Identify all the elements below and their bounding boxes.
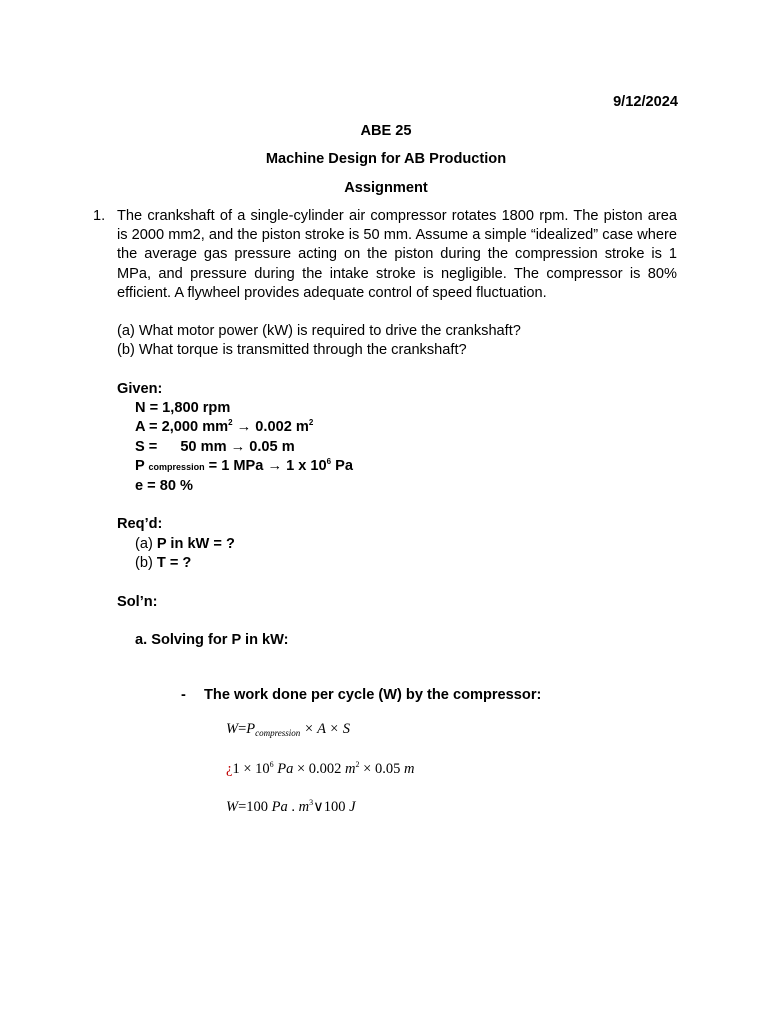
required-b-label: (b) [135, 555, 157, 571]
given-area-exp: 2 [228, 418, 233, 428]
eq3-b: Pa [271, 799, 288, 815]
problem-number: 1. [93, 208, 106, 224]
given-pressure-label: P [135, 458, 145, 474]
given-pressure [135, 458, 353, 474]
given-area [135, 419, 313, 435]
eq3-e: ∨ [313, 799, 324, 815]
given-efficiency: e = 80 % [135, 478, 194, 494]
required-a-text: P in kW = ? [156, 536, 235, 552]
given-pressure-exp: 6 [326, 457, 332, 467]
eq1-p: P [246, 721, 256, 737]
given-pressure-value: = 1 MPa → 1 x 10 [204, 458, 327, 474]
eq1-p-sub: compression [255, 728, 301, 738]
eq2-d-exp: 2 [355, 760, 360, 769]
eq3-c: . [287, 799, 299, 815]
eq2-f: m [403, 761, 415, 777]
eq2-a-exp: 6 [269, 760, 274, 769]
solution-heading: Sol’n: [117, 594, 158, 610]
given-area-prefix: A = 2,000 mm [135, 419, 229, 435]
equation-work-result [226, 799, 356, 816]
problem-statement: The crankshaft of a single-cylinder air compressor rotates 1800 rpm. The piston area is 2000 mm2, and the piston stroke is 50 mm. Assume a simple “idealized” case where the average gas pressure acting on the piston during the compression stroke is 1 MPa, and pressure during the intake stroke is negligible. The compressor is 80% efficient. A flywheel provides adequate control of speed fluctuation. [117, 208, 677, 301]
course-title: Machine Design for AB Production [265, 151, 507, 167]
given-area-exp2: 2 [308, 418, 314, 428]
bullet-dash: - [181, 687, 186, 703]
step-title: The work done per cycle (W) by the compressor: [204, 687, 542, 703]
equation-work-definition [226, 721, 350, 738]
course-code: ABE 25 [360, 123, 412, 139]
eq2-c: × 0.002 [293, 761, 346, 777]
given-area-mid: → 0.002 m [232, 419, 309, 435]
eq3-a: 100 [246, 799, 272, 815]
given-stroke [135, 439, 295, 455]
eq3-d-exp: 3 [309, 798, 314, 807]
eq2-d: m [345, 761, 356, 777]
given-pressure-unit: Pa [331, 458, 354, 474]
question-b: (b) What torque is transmitted through the crankshaft? [117, 342, 467, 358]
question-a: (a) What motor power (kW) is required to drive the crankshaft? [117, 323, 521, 339]
required-b-text: T = ? [156, 555, 192, 571]
solution-part-a: a. Solving for P in kW: [135, 632, 289, 648]
required-heading: Req’d: [117, 516, 163, 532]
eq2-b: Pa [273, 761, 294, 777]
given-stroke-label: S = [135, 439, 158, 455]
required-a-label: (a) [135, 536, 157, 552]
document-type: Assignment [344, 180, 428, 196]
eq1-lhs: W [226, 721, 239, 737]
given-n: N = 1,800 rpm [135, 400, 231, 416]
eq3-lhs: W [226, 799, 239, 815]
eq2-e: × 0.05 [359, 761, 404, 777]
equation-work-substitution [226, 761, 414, 778]
eq2-glyph: ¿ [226, 761, 233, 777]
eq1-rest: × A × S [300, 721, 350, 737]
eq3-f: 100 [323, 799, 350, 815]
given-stroke-value: 50 mm → 0.05 m [180, 439, 295, 455]
eq2-a: 1 × 10 [232, 761, 270, 777]
given-pressure-sub: compression [148, 462, 205, 472]
eq1-equals: = [238, 721, 247, 737]
eq3-equals: = [238, 799, 247, 815]
required-b [135, 555, 191, 571]
given-heading: Given: [117, 381, 163, 397]
required-a [135, 536, 235, 552]
date: 9/12/2024 [613, 94, 678, 110]
eq3-g: J [349, 799, 356, 815]
eq3-d: m [298, 799, 310, 815]
